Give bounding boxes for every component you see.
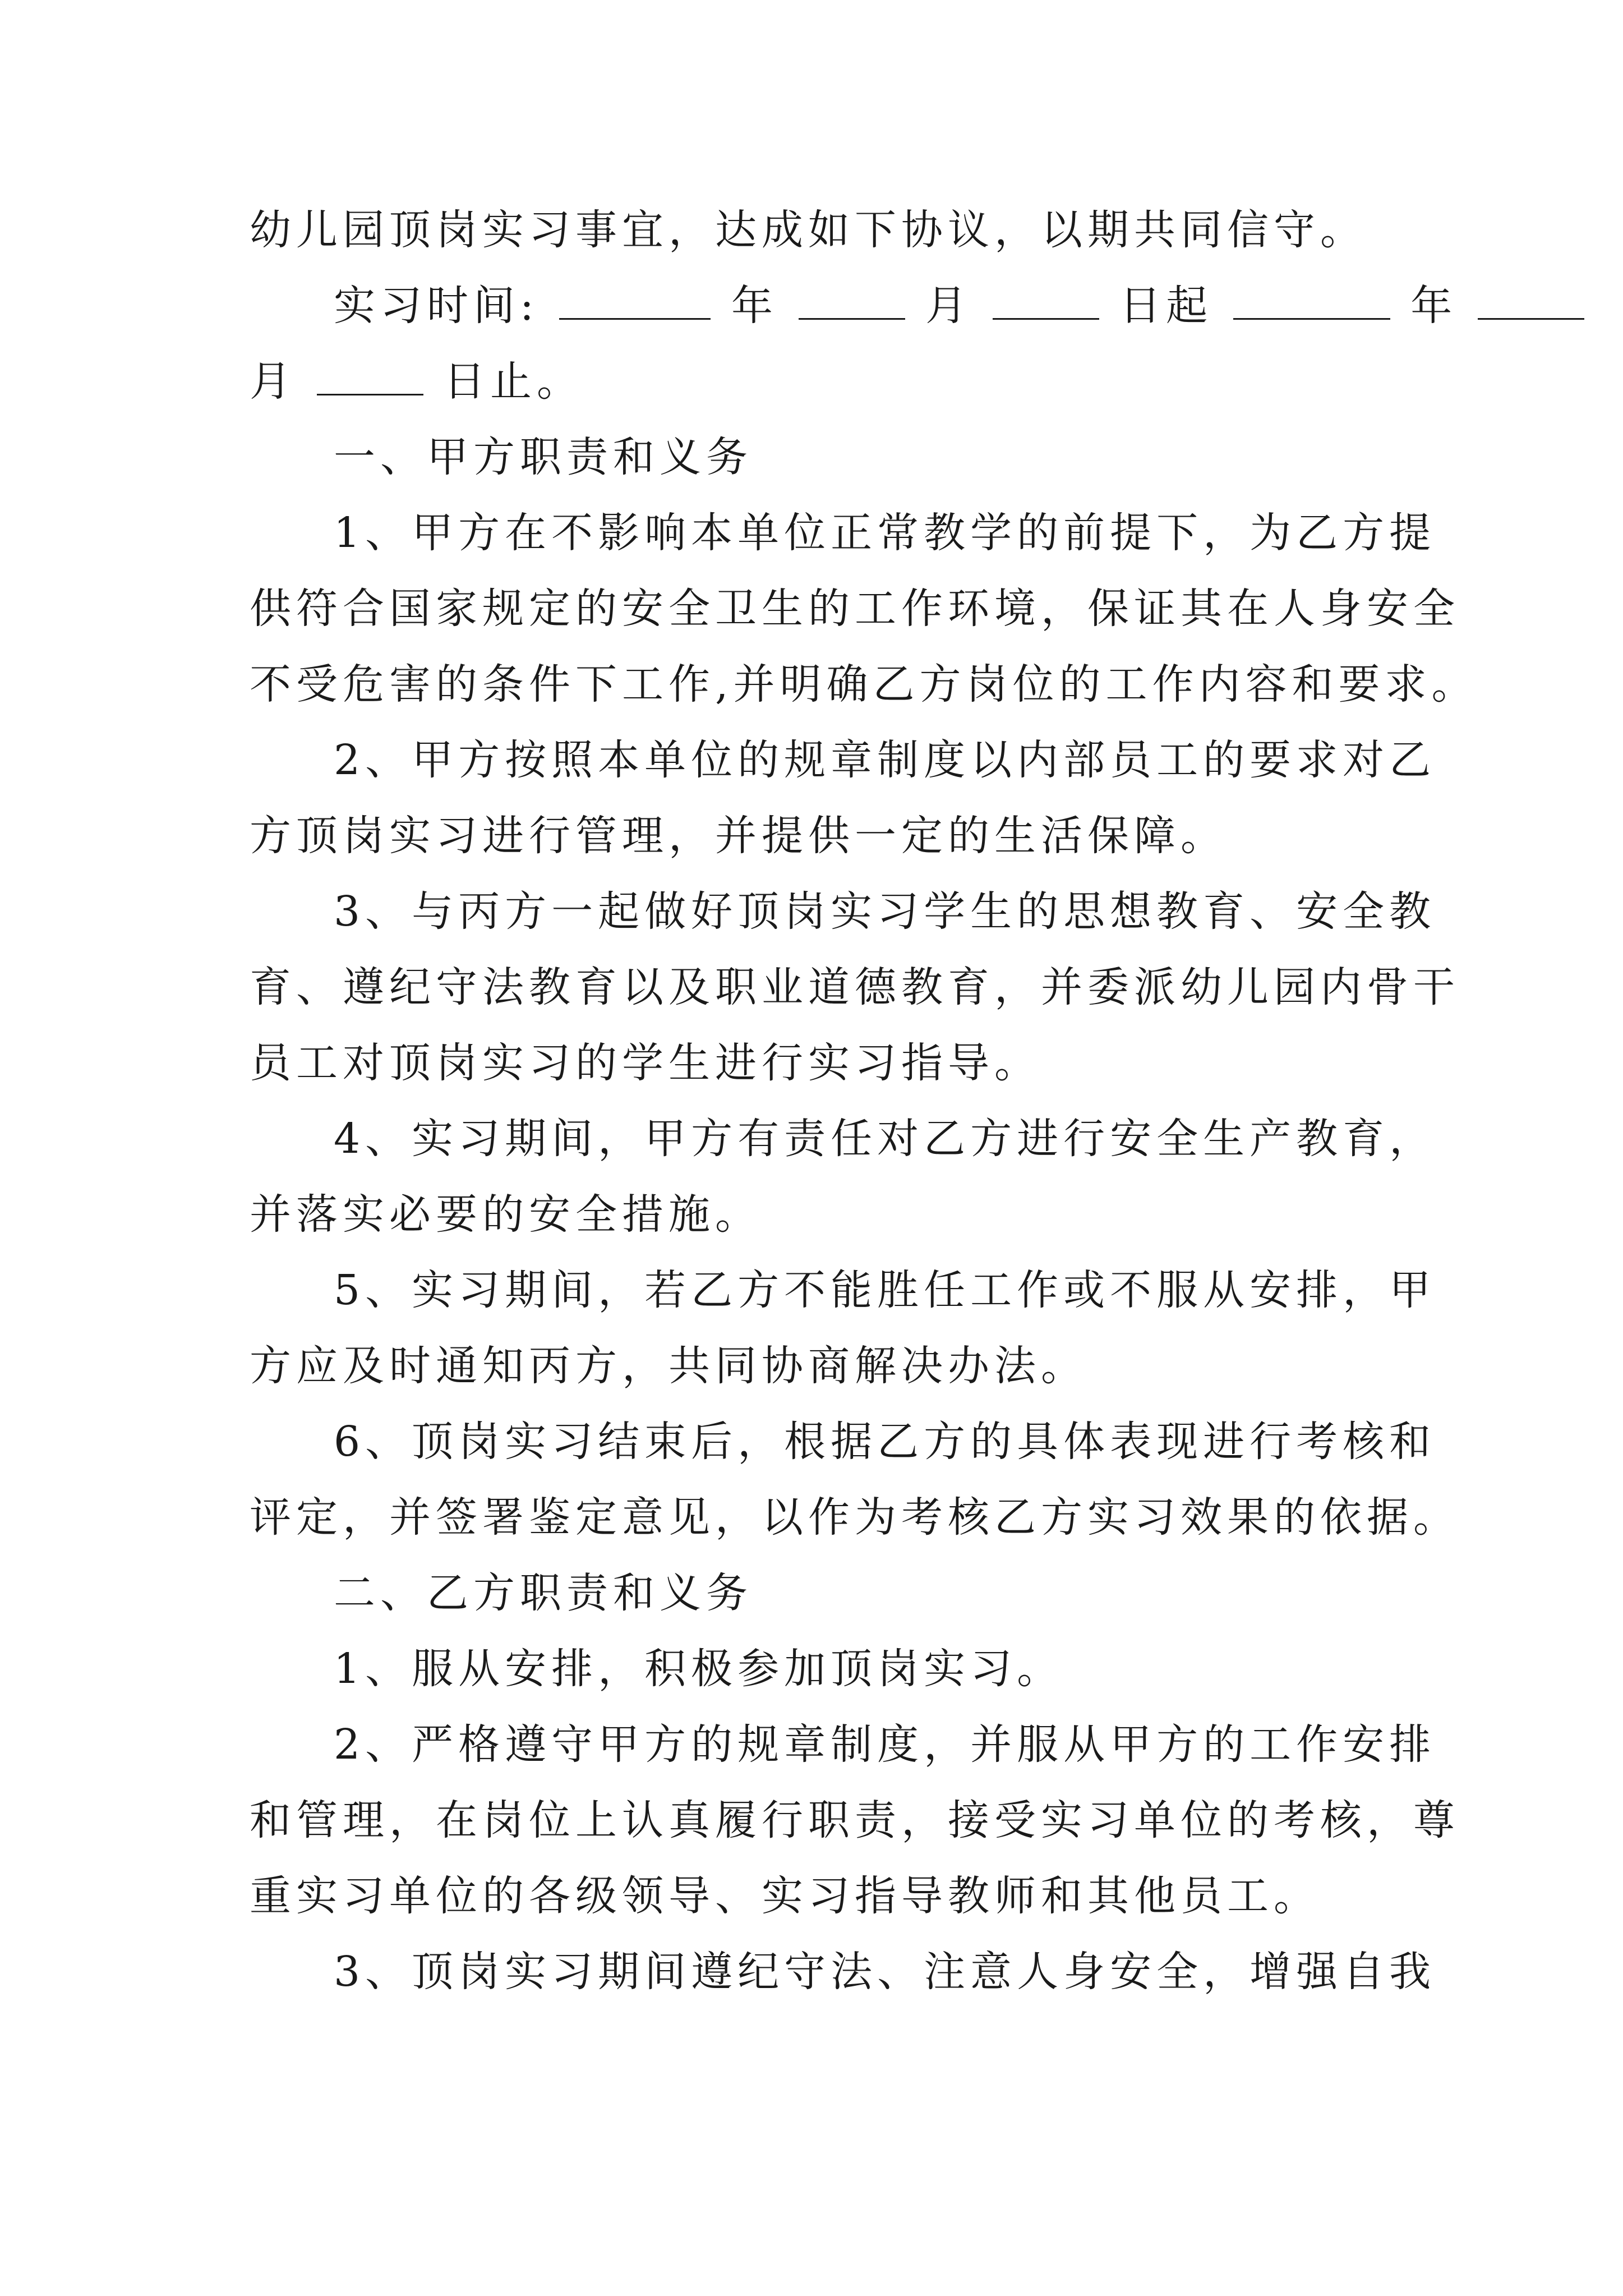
month-unit: 月 <box>925 282 972 330</box>
text-line: 5、实习期间，若乙方不能胜任工作或不服从安排，甲 <box>334 1266 1436 1314</box>
text-line: 和管理，在岗位上认真履行职责，接受实习单位的考核，尊 <box>250 1796 1460 1844</box>
text-line: 评定，并签署鉴定意见，以作为考核乙方实习效果的依据。 <box>250 1493 1460 1542</box>
text-line: 方顶岗实习进行管理，并提供一定的生活保障。 <box>250 812 1227 860</box>
text-line: 1、服从安排，积极参加顶岗实习。 <box>334 1645 1064 1693</box>
period-label: 实习时间: <box>334 282 539 330</box>
text-line: 2、严格遵守甲方的规章制度，并服从甲方的工作安排 <box>334 1720 1436 1769</box>
text-line: 并落实必要的安全措施。 <box>250 1190 762 1239</box>
text-line: 重实习单位的各级领导、实习指导教师和其他员工。 <box>250 1872 1320 1920</box>
start-day-blank <box>993 283 1099 320</box>
internship-period-line-2 <box>250 353 583 409</box>
start-month-blank <box>799 283 905 320</box>
text-line: 供符合国家规定的安全卫生的工作环境，保证其在人身安全 <box>250 585 1460 633</box>
text-line: 3、顶岗实习期间遵纪守法、注意人身安全，增强自我 <box>334 1948 1436 1996</box>
start-year-blank <box>559 283 711 320</box>
text-line: 不受危害的条件下工作,并明确乙方岗位的工作内容和要求。 <box>250 660 1478 708</box>
internship-period-line <box>334 278 1587 334</box>
year-unit: 年 <box>1410 282 1458 330</box>
end-year-tail-blank <box>1478 283 1584 320</box>
text-line: 4、实习期间，甲方有责任对乙方进行安全生产教育， <box>334 1115 1436 1163</box>
end-month-blank <box>317 359 423 395</box>
day-from-unit: 日起 <box>1119 282 1213 330</box>
text-line: 3、与丙方一起做好顶岗实习学生的思想教育、安全教 <box>334 887 1436 936</box>
end-year-blank <box>1233 283 1390 320</box>
year-unit: 年 <box>731 282 778 330</box>
day-to-unit: 日止。 <box>444 357 584 406</box>
text-line: 员工对顶岗实习的学生进行实习指导。 <box>250 1039 1041 1087</box>
text-line: 6、顶岗实习结束后，根据乙方的具体表现进行考核和 <box>334 1418 1436 1466</box>
text-line: 方应及时通知丙方，共同协商解决办法。 <box>250 1342 1087 1390</box>
section-heading: 二、乙方职责和义务 <box>334 1569 753 1617</box>
text-line: 幼儿园顶岗实习事宜，达成如下协议，以期共同信守。 <box>250 206 1367 254</box>
section-heading: 一、甲方职责和义务 <box>334 433 753 481</box>
text-line: 育、遵纪守法教育以及职业道德教育，并委派幼儿园内骨干 <box>250 963 1460 1011</box>
text-line: 1、甲方在不影响本单位正常教学的前提下，为乙方提 <box>334 509 1436 557</box>
month-unit: 月 <box>250 357 296 406</box>
text-line: 2、甲方按照本单位的规章制度以内部员工的要求对乙 <box>334 736 1436 784</box>
